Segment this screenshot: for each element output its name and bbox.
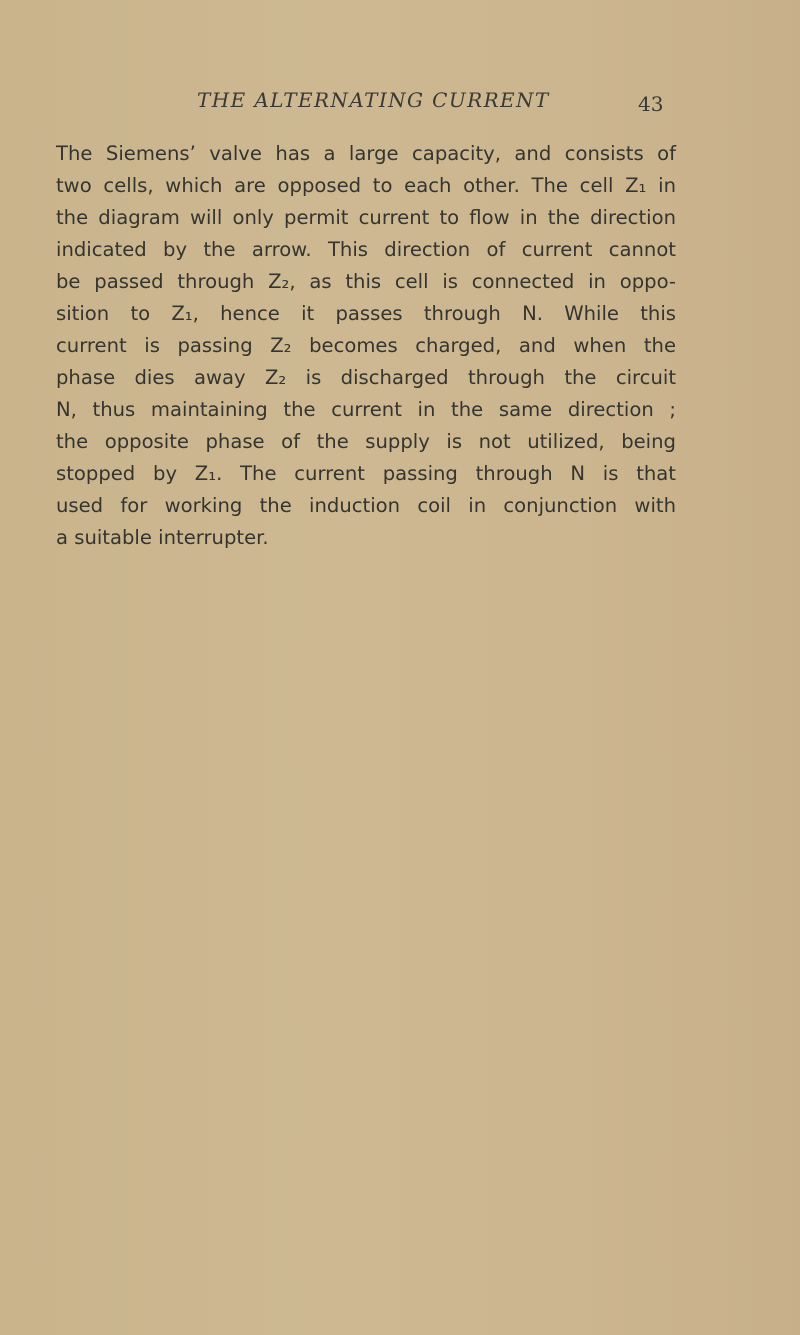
text-line: sition to Z₁, hence it passes through N. While this (56, 302, 676, 325)
text-line: N, thus maintaining the current in the same direction ; (56, 398, 676, 421)
text-line: a suitable interrupter. (56, 526, 269, 549)
page-number: 43 (638, 92, 664, 116)
text-line: indicated by the arrow. This direction of current cannot (56, 238, 676, 261)
text-line: two cells, which are opposed to each other. The cell Z₁ in (56, 174, 676, 197)
running-head: THE ALTERNATING CURRENT (197, 88, 550, 112)
text-line: phase dies away Z₂ is discharged through the circuit (56, 366, 676, 389)
text-line: current is passing Z₂ becomes charged, and when the (56, 334, 676, 357)
text-line: The Siemens’ valve has a large capacity, and consists of (56, 142, 676, 165)
text-line: used for working the induction coil in conjunction with (56, 494, 676, 517)
text-line: the opposite phase of the supply is not utilized, being (56, 430, 676, 453)
body-paragraph (56, 138, 676, 554)
text-line: be passed through Z₂, as this cell is connected in oppo- (56, 270, 676, 293)
text-line: the diagram will only permit current to flow in the direction (56, 206, 676, 229)
text-line: stopped by Z₁. The current passing through N is that (56, 462, 676, 485)
